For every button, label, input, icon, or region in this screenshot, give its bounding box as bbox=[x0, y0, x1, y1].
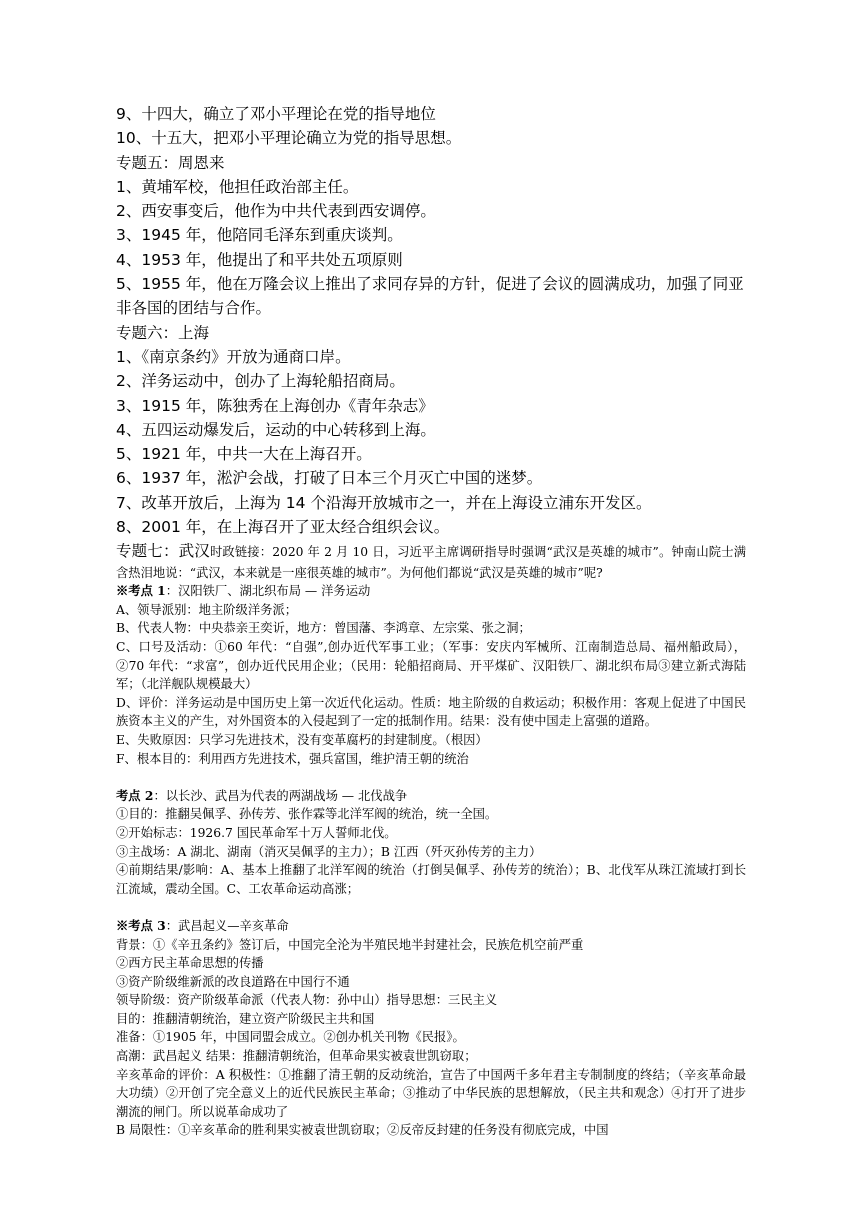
kp-title-text: ：武昌起义—辛亥革命 bbox=[165, 918, 289, 933]
kp1-title bbox=[116, 582, 746, 601]
text-line: 2、西安事变后，他作为中共代表到西安调停。 bbox=[116, 202, 436, 221]
kp3-line: B 局限性：①辛亥革命的胜利果实被袁世凯窃取；②反帝反封建的任务没有彻底完成，中国 bbox=[116, 1123, 609, 1138]
document-page bbox=[116, 102, 746, 1140]
kp-title-text: ：汉阳铁厂、湖北织布局 — 洋务运动 bbox=[165, 584, 371, 599]
text-line: 5、1921 年，中共一大在上海召开。 bbox=[116, 445, 372, 464]
kp-label: ※考点 3 bbox=[116, 917, 166, 933]
text-line: 7、改革开放后，上海为 14 个沿海开放城市之一，并在上海设立浦东开发区。 bbox=[116, 493, 652, 512]
kp1-line: C、口号及活动：①60 年代：“自强”,创办近代军事工业；（军事：安庆内军械所、江南制造总局、福州船政局），②70 年代：“求富”，创办近代民用企业；（民用：轮船招商局、开平煤矿、汉阳铁厂、湖北织布局③建立新式海陆军；（北洋舰队规模最大） bbox=[116, 640, 746, 692]
kp1-line: B、代表人物：中央恭亲王奕䜣，地方：曾国藩、李鸿章、左宗棠、张之洞； bbox=[116, 621, 531, 636]
text-line: 4、1953 年，他提出了和平共处五项原则 bbox=[116, 250, 403, 269]
kp3-line: ③资产阶级维新派的改良道路在中国行不通 bbox=[116, 974, 350, 989]
text-line: 3、1915 年，陈独秀在上海创办《青年杂志》 bbox=[116, 396, 434, 415]
text-line: 2、洋务运动中，创办了上海轮船招商局。 bbox=[116, 372, 405, 391]
kp3-line: 准备：①1905 年，中国同盟会成立。②创办机关刊物《民报》。 bbox=[116, 1030, 465, 1045]
spacer bbox=[116, 898, 746, 917]
text-line: 10、十五大，把邓小平理论确立为党的指导思想。 bbox=[116, 129, 462, 148]
kp-title-text: ：以长沙、武昌为代表的两湖战场 — 北伐战争 bbox=[153, 788, 408, 803]
text-line: 5、1955 年，他在万隆会议上推出了求同存异的方针，促进了会议的圆满成功，加强了同亚非各国的团结与合作。 bbox=[116, 275, 744, 318]
section-heading: 专题五：周恩来 bbox=[116, 153, 225, 172]
intro-text: 时政链接：2020 年 2 月 10 日，习近平主席调研指导时强调“武汉是英雄的城市”。钟南山院士满含热泪地说：“武汉，本来就是一座很英雄的城市”。为何他们都说“武汉是英雄的城市”呢? bbox=[116, 545, 746, 580]
kp3-title bbox=[116, 917, 746, 936]
kp1-line: F、根本目的：利用西方先进技术，强兵富国，维护清王朝的统治 bbox=[116, 751, 469, 766]
text-line: 9、十四大，确立了邓小平理论在党的指导地位 bbox=[116, 105, 436, 123]
kp3-line: ②西方民主革命思想的传播 bbox=[116, 956, 264, 971]
text-line: 1、黄埔军校，他担任政治部主任。 bbox=[116, 177, 359, 196]
kp3-line: 领导阶级：资产阶级革命派（代表人物：孙中山）指导思想：三民主义 bbox=[116, 993, 498, 1008]
kp-label: 考点 2 bbox=[116, 787, 154, 803]
kp1-line: E、失败原因：只学习先进技术，没有变革腐朽的封建制度。（根因） bbox=[116, 732, 488, 747]
kp-label: ※考点 1 bbox=[116, 583, 166, 599]
text-line: 6、1937 年，淞沪会战，打破了日本三个月灭亡中国的迷梦。 bbox=[116, 469, 543, 488]
text-line: 1、《南京条约》开放为通商口岸。 bbox=[116, 347, 351, 366]
text-line: 3、1945 年，他陪同毛泽东到重庆谈判。 bbox=[116, 226, 403, 245]
section-heading: 专题六：上海 bbox=[116, 323, 210, 342]
kp3-line: 高潮：武昌起义 结果：推翻清朝统治，但革命果实被袁世凯窃取； bbox=[116, 1049, 477, 1064]
kp2-line: ②开始标志：1926.7 国民革命军十万人誓师北伐。 bbox=[116, 825, 397, 840]
text-line: 4、五四运动爆发后，运动的中心转移到上海。 bbox=[116, 420, 436, 439]
section-heading: 专题七：武汉 bbox=[116, 542, 210, 561]
text-line: 8、2001 年，在上海召开了亚太经合组织会议。 bbox=[116, 518, 450, 537]
kp3-line: 目的：推翻清朝统治，建立资产阶级民主共和国 bbox=[116, 1011, 375, 1026]
kp2-line: ③主战场：A 湖北、湖南（消灭吴佩孚的主力）；B 江西（歼灭孙传芳的主力） bbox=[116, 844, 542, 859]
kp2-title bbox=[116, 787, 746, 806]
spacer bbox=[116, 768, 746, 787]
kp1-line: A、领导派别：地主阶级洋务派； bbox=[116, 602, 298, 617]
kp2-line: ④前期结果/影响：A、基本上推翻了北洋军阀的统治（打倒吴佩孚、孙传芳的统治）；B、北伐军从珠江流域打到长江流域，震动全国。C、工农革命运动高涨； bbox=[116, 863, 746, 896]
wuhan-intro bbox=[116, 539, 746, 582]
kp1-line: D、评价：洋务运动是中国历史上第一次近代化运动。性质：地主阶级的自救运动；积极作用：客观上促进了中国民族资本主义的产生，对外国资本的入侵起到了一定的抵制作用。结果：没有使中国走上富强的道路。 bbox=[116, 695, 746, 729]
kp2-line: ①目的：推翻吴佩孚、孙传芳、张作霖等北洋军阀的统治，统一全国。 bbox=[116, 807, 498, 822]
kp3-line: 辛亥革命的评价：A 积极性：①推翻了清王朝的反动统治，宣告了中国两千多年君主专制制度的终结；（辛亥革命最大功绩）②开创了完全意义上的近代民族民主革命；③推动了中华民族的思想解放，（民主共和观念）④打开了进步潮流的闸门。所以说革命成功了 bbox=[116, 1067, 746, 1119]
kp3-line: 背景：①《辛丑条约》签订后，中国完全沦为半殖民地半封建社会，民族危机空前严重 bbox=[116, 937, 584, 952]
